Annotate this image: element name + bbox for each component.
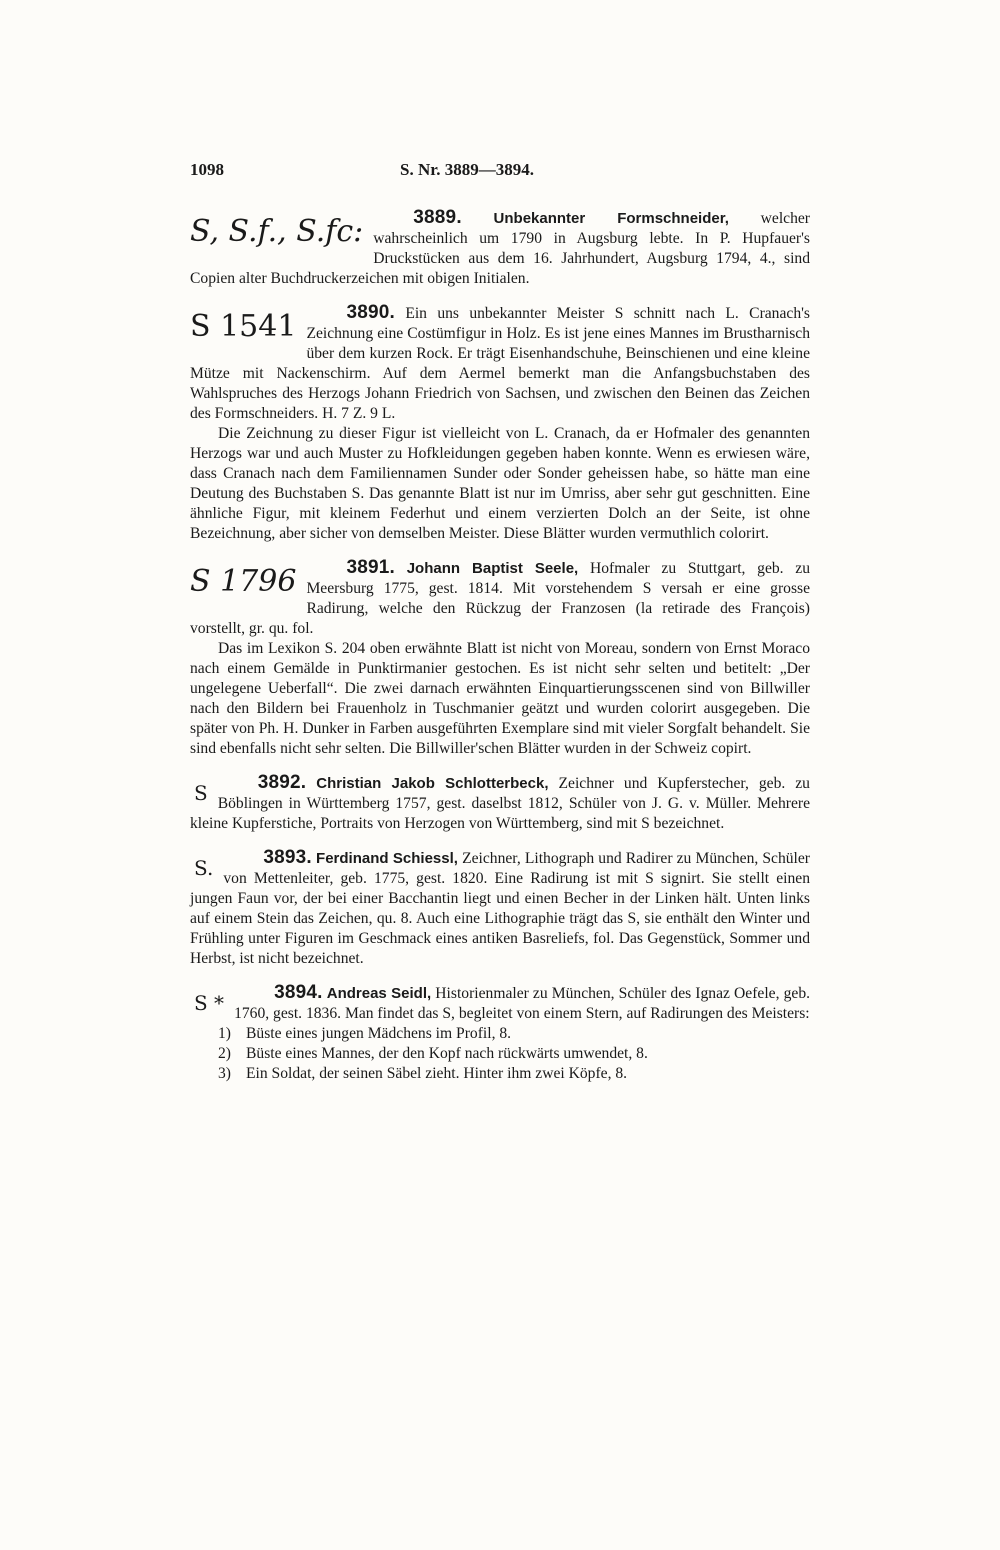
entry-name: Christian Jakob Schlotterbeck, bbox=[316, 775, 549, 792]
list-item bbox=[218, 1044, 810, 1064]
entry-name: Unbekannter Formschneider, bbox=[493, 210, 729, 227]
monogram: S * bbox=[194, 991, 225, 1015]
works-list bbox=[190, 1024, 810, 1084]
monogram: S bbox=[194, 781, 208, 805]
entry-paragraph: Die Zeichnung zu dieser Figur ist vielleicht von L. Cranach, da er Hofmaler des genannten Herzogs war und auch Muster zu Hofkleidungen gegeben haben konnte. Wenn es erwiesen wäre, dass Cranach nach dem Familiennamen Sunder oder Sonder geheissen habe, so hätte man eine Deutung des Buchstaben S. Das genannte Blatt ist nur im Umriss, aber sehr gut geschnitten. Eine ähnliche Figur, mit kleinem Federhut und einem verzierten Dolch an der Seite, ist ohne Bezeichnung, aber sicher von demselben Meister. Diese Blätter wurden vermuthlich colorirt. bbox=[190, 425, 810, 542]
entry-3892 bbox=[190, 773, 810, 834]
list-item-text: Büste eines Mannes, der den Kopf nach rückwärts umwendet, 8. bbox=[246, 1045, 648, 1062]
list-item-number: 1) bbox=[218, 1025, 231, 1042]
entry-text: Hofmaler zu Stuttgart, geb. zu Meersburg 1775, gest. 1814. Mit vorstehendem S versah er eine grosse Radirung, welche den Rückzug der Franzosen (la retirade des François) vorstellt, gr. qu. fol. bbox=[190, 560, 810, 637]
entry-number: 3891. bbox=[346, 557, 395, 578]
list-item bbox=[218, 1064, 810, 1084]
monogram: S 1541 bbox=[190, 309, 297, 344]
monogram: S 1796 bbox=[190, 564, 297, 599]
entry-range: S. Nr. 3889—3894. bbox=[400, 160, 534, 179]
monogram: S, S.f., S.fc: bbox=[190, 214, 364, 249]
entry-number: 3894. bbox=[274, 982, 323, 1003]
entry-number: 3892. bbox=[257, 772, 307, 793]
monogram: S. bbox=[194, 856, 214, 880]
page-number: 1098 bbox=[190, 160, 224, 179]
list-item-text: Büste eines jungen Mädchens im Profil, 8. bbox=[246, 1025, 512, 1042]
entry-3893 bbox=[190, 848, 810, 969]
list-item bbox=[218, 1024, 810, 1044]
running-header bbox=[190, 160, 810, 180]
entry-text: Zeichner, Lithograph und Radirer zu München, Schüler von Mettenleiter, geb. 1775, gest. 1820. Eine Radirung ist mit S signirt. Sie stellt einen jungen Faun vor, der bei einer Bacchantin liegt und einen Becher in der Linken hält. Unten links auf einem Stein das Zeichen, qu. 8. Auch eine Lithographie trägt das S, sie enthält den Winter und Frühling unter Figuren im Geschmack eines antiken Basreliefs, fol. Das Gegenstück, Sommer und Herbst, ist nicht bezeichnet. bbox=[190, 850, 811, 967]
entry-name: Johann Baptist Seele, bbox=[406, 560, 579, 577]
entry-text: Ein uns unbekannter Meister S schnitt nach L. Cranach's Zeichnung eine Costümfigur in Holz. Es ist jene eines Mannes im Brustharnisch über dem kurzen Rock. Er trägt Eisenhandschuhe, Beinschienen und eine kleine Mütze mit Nackenschirm. Auf dem Aermel bemerkt man die Anfangsbuchstaben des Wahlspruches des Herzogs Johann Friedrich von Sachsen, und zwischen den Beinen das Zeichen des Formschneiders. H. 7 Z. 9 L. bbox=[190, 305, 810, 422]
list-item-number: 3) bbox=[218, 1065, 231, 1082]
entry-name: Andreas Seidl, bbox=[326, 985, 432, 1002]
entry-3890 bbox=[190, 303, 810, 544]
entry-name: Ferdinand Schiessl, bbox=[316, 850, 458, 867]
list-item-number: 2) bbox=[218, 1045, 231, 1062]
entry-number: 3893. bbox=[263, 847, 312, 868]
entry-paragraph: Das im Lexikon S. 204 oben erwähnte Blatt ist nicht von Moreau, sondern von Ernst Moraco nach einem Gemälde in Punktirmanier gestochen. Es ist nicht sehr selten und betitelt: „Der ungelegene Ueberfall“. Die zwei darnach erwähnten Einquartierungsscenen sind von Billwiller nach den Bildern bei Frauenholz in Tuschmanier geätzt und wurden colorirt ausgegeben. Die später von Ph. H. Dunker in Farben ausgeführten Exemplare sind mit vieler Sorgfalt behandelt. Sie sind ebenfalls nicht sehr selten. Die Billwiller'schen Blätter wurden in der Schweiz copirt. bbox=[190, 640, 810, 757]
text-block bbox=[190, 160, 810, 1098]
entry-text: welcher wahrscheinlich um 1790 in Augsburg lebte. In P. Hupfauer's Druckstücken aus dem 16. Jahrhundert, Augsburg 1794, 4., sind Copien alter Buchdruckerzeichen mit obigen Initialen. bbox=[190, 210, 811, 287]
entry-number: 3890. bbox=[346, 302, 395, 323]
entry-3891 bbox=[190, 558, 810, 759]
entry-text: Zeichner und Kupferstecher, geb. zu Böblingen in Württemberg 1757, gest. daselbst 1812, Schüler von J. G. v. Müller. Mehrere kleine Kupferstiche, Portraits von Herzogen von Württemberg, sind mit S bezeichnet. bbox=[190, 775, 810, 832]
entry-text: Historienmaler zu München, Schüler des Ignaz Oefele, geb. 1760, gest. 1836. Man findet das S, begleitet von einem Stern, auf Radirungen des Meisters: bbox=[234, 985, 811, 1022]
list-item-text: Ein Soldat, der seinen Säbel zieht. Hinter ihm zwei Köpfe, 8. bbox=[246, 1065, 628, 1082]
entry-3889 bbox=[190, 208, 810, 289]
entry-number: 3889. bbox=[413, 207, 462, 228]
entry-3894 bbox=[190, 983, 810, 1084]
